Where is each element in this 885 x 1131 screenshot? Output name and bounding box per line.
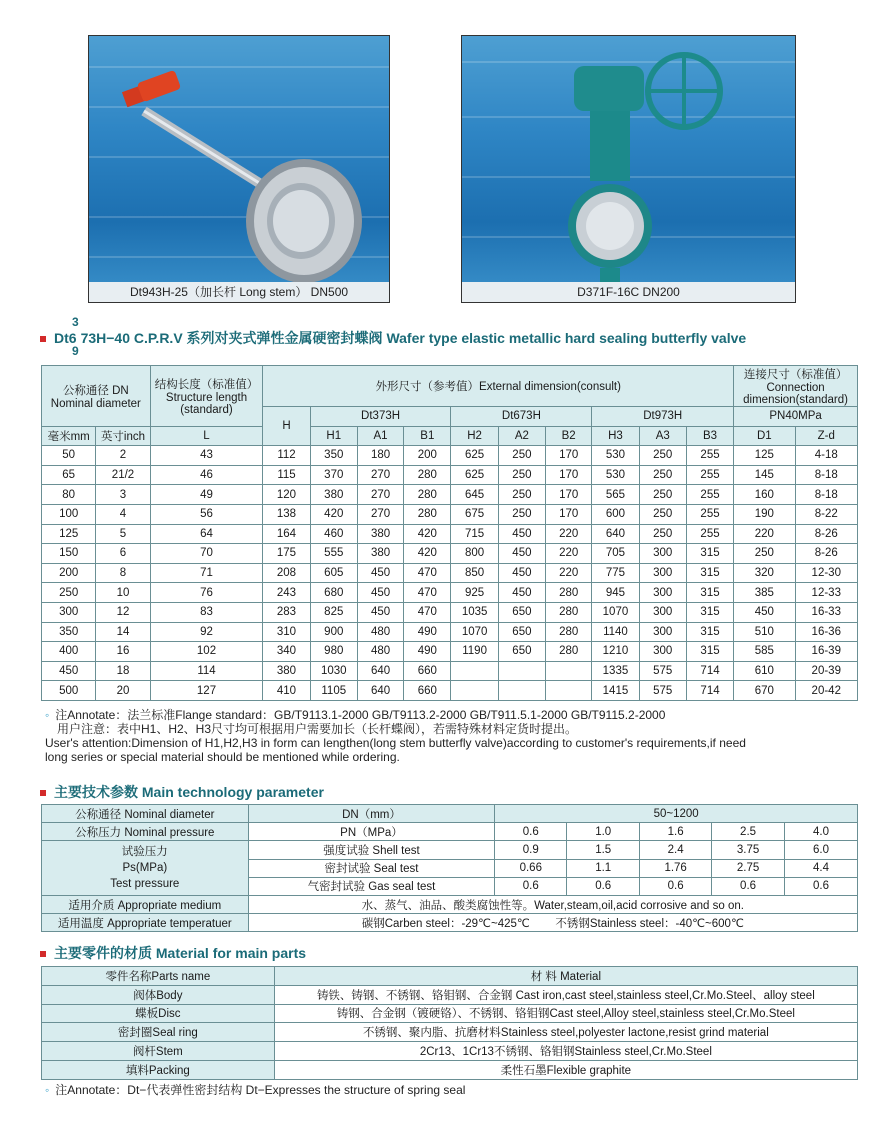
table-cell: 120 [263, 485, 310, 505]
table-row [42, 661, 858, 681]
group-header: Dt973H [592, 407, 734, 427]
medium-label: 适用介质 Appropriate medium [42, 895, 249, 913]
nominal-diameter-header: 公称通径 DN Nominal diameter [42, 366, 151, 427]
table-cell: 115 [263, 465, 310, 485]
table-cell [498, 661, 545, 681]
table-cell: 14 [96, 622, 150, 642]
gas-seal-test-value: 0.6 [495, 877, 567, 895]
bullet-icon [40, 336, 46, 342]
table-cell: 640 [592, 524, 639, 544]
table-row [42, 1004, 858, 1023]
table-cell: 255 [686, 504, 733, 524]
table-cell: 650 [498, 642, 545, 662]
table-cell: 20-42 [795, 681, 857, 701]
table-cell: 80 [42, 485, 96, 505]
section-title-wafer-valve: Dt6 3 9 73H−40 C.P.R.V 系列对夹式弹性金属硬密封蝶阀 Wafer type elastic metallic hard sealing butterfly valve [40, 328, 746, 348]
gear-valve-illustration [462, 36, 795, 282]
table-cell: 340 [263, 642, 310, 662]
col-header: 英寸inch [96, 426, 150, 446]
dn-unit: DN（mm） [248, 805, 495, 823]
table-cell: 1035 [451, 602, 498, 622]
table-row [42, 985, 858, 1004]
table-cell: 16 [96, 642, 150, 662]
table-cell: 530 [592, 465, 639, 485]
table-cell: 250 [639, 465, 686, 485]
long-stem-valve-illustration [89, 36, 389, 282]
table-row [42, 583, 858, 603]
table-cell: 255 [686, 465, 733, 485]
part-name-cell: 阀杆Stem [42, 1042, 275, 1061]
table-cell: 650 [498, 602, 545, 622]
table-cell: 450 [498, 583, 545, 603]
table-cell: 6 [96, 544, 150, 564]
part-name-cell: 阀体Body [42, 985, 275, 1004]
nominal-diameter-label: 公称通径 Nominal diameter [42, 805, 249, 823]
spring-seal-note: ◦ 注Annotate：Dt−代表弹性密封结构 Dt−Expresses the structure of spring seal [45, 1083, 466, 1097]
table-cell [546, 681, 592, 701]
table-cell: 220 [546, 563, 592, 583]
table-cell: 280 [404, 465, 451, 485]
table-cell: 300 [639, 642, 686, 662]
table-cell: 283 [263, 602, 310, 622]
part-name-cell: 蝶板Disc [42, 1004, 275, 1023]
temperature-label: 适用温度 Appropriate temperatuer [42, 914, 249, 932]
dn-range: 50~1200 [495, 805, 858, 823]
structure-length-header: 结构长度（标准值） Structure length (standard) [150, 366, 263, 427]
col-header: H2 [451, 426, 498, 446]
shell-test-value: 1.5 [567, 841, 640, 859]
table-cell: 945 [592, 583, 639, 603]
dimension-table [41, 365, 858, 701]
table-cell: 300 [639, 544, 686, 564]
material-header: 材 料 Material [274, 967, 857, 986]
medium-value: 水、蒸气、油品、酸类腐蚀性等。Water,steam,oil,acid corrosive and so on. [248, 895, 857, 913]
table-cell: 16-33 [795, 602, 857, 622]
table-cell: 470 [404, 583, 451, 603]
flange-standard-note: ◦ 注Annotate：法兰标准Flange standard：GB/T9113.1-2000 GB/T9113.2-2000 GB/T911.5.1-2000 GB/T9115.2-2000 用户注意：表中H1、H2、H3尺寸均可根据用户需要加长（长杆蝶阀），若需特殊材料定货时提出。 User's attention:Dimension of H1,H2,H3 in form can lengthen(long stem butterfly valve)according to customer's requirements,if need long series or special material should be mentioned while ordering. [45, 708, 746, 764]
table-cell: 1070 [592, 602, 639, 622]
table-cell: 220 [546, 544, 592, 564]
table-cell: 640 [357, 681, 403, 701]
table-cell: 255 [686, 446, 733, 466]
photo-caption: Dt943H-25（加长杆 Long stem） DN500 [89, 282, 389, 302]
table-cell: 310 [263, 622, 310, 642]
table-cell: 200 [42, 563, 96, 583]
table-cell: 980 [310, 642, 357, 662]
table-cell: 850 [451, 563, 498, 583]
table-cell: 470 [404, 563, 451, 583]
gas-seal-test-label: 气密封试验 Gas seal test [248, 877, 495, 895]
table-cell: 800 [451, 544, 498, 564]
pn-value: 2.5 [712, 823, 785, 841]
table-cell: 280 [546, 583, 592, 603]
table-cell: 8-18 [795, 465, 857, 485]
table-cell: 645 [451, 485, 498, 505]
group-header: Dt373H [310, 407, 451, 427]
col-header: B3 [686, 426, 733, 446]
table-cell: 1415 [592, 681, 639, 701]
table-cell: 705 [592, 544, 639, 564]
table-row [42, 1023, 858, 1042]
col-header: A3 [639, 426, 686, 446]
table-cell: 320 [734, 563, 795, 583]
table-cell: 12 [96, 602, 150, 622]
connection-dimension-header: 连接尺寸（标准值） Connection dimension(standard) [734, 366, 858, 407]
pn-value: 0.6 [495, 823, 567, 841]
table-cell: 21/2 [96, 465, 150, 485]
table-cell: 410 [263, 681, 310, 701]
bullet-icon [40, 790, 46, 796]
table-cell: 1335 [592, 661, 639, 681]
table-cell: 650 [498, 622, 545, 642]
table-row [42, 465, 858, 485]
table-cell: 170 [546, 465, 592, 485]
material-cell: 铸钢、合金钢（镀硬铬）、不锈钢、铬钼钢Cast steel,Alloy steel,stainless steel,Cr.Mo.Steel [274, 1004, 857, 1023]
table-cell: 500 [42, 681, 96, 701]
table-cell [451, 661, 498, 681]
col-header: 毫米mm [42, 426, 96, 446]
table-cell: 490 [404, 642, 451, 662]
table-cell: 675 [451, 504, 498, 524]
table-cell: 510 [734, 622, 795, 642]
col-header: Z-d [795, 426, 857, 446]
table-cell: 5 [96, 524, 150, 544]
table-cell: 280 [546, 602, 592, 622]
material-cell: 2Cr13、1Cr13不锈钢、铬钼钢Stainless steel,Cr.Mo.Steel [274, 1042, 857, 1061]
table-row [42, 681, 858, 701]
table-cell: 180 [357, 446, 403, 466]
col-header: H3 [592, 426, 639, 446]
table-cell: 49 [150, 485, 263, 505]
table-cell: 71 [150, 563, 263, 583]
table-cell: 175 [263, 544, 310, 564]
table-row [42, 446, 858, 466]
product-photo-gear-valve [461, 35, 796, 303]
table-cell: 350 [310, 446, 357, 466]
table-cell: 680 [310, 583, 357, 603]
table-cell: 170 [546, 446, 592, 466]
table-cell: 605 [310, 563, 357, 583]
table-cell: 775 [592, 563, 639, 583]
table-cell: 8-18 [795, 485, 857, 505]
table-cell: 243 [263, 583, 310, 603]
table-cell: 385 [734, 583, 795, 603]
table-row [42, 485, 858, 505]
table-cell: 112 [263, 446, 310, 466]
table-cell: 114 [150, 661, 263, 681]
external-dimension-header: 外形尺寸（参考值）External dimension(consult) [263, 366, 734, 407]
table-cell: 50 [42, 446, 96, 466]
table-cell: 300 [639, 622, 686, 642]
h-header: H [263, 407, 310, 446]
table-cell: 280 [546, 622, 592, 642]
table-cell: 714 [686, 661, 733, 681]
parts-name-header: 零件名称Parts name [42, 967, 275, 986]
table-cell: 575 [639, 661, 686, 681]
table-cell: 315 [686, 544, 733, 564]
table-row [42, 524, 858, 544]
table-row [42, 642, 858, 662]
table-cell: 480 [357, 642, 403, 662]
table-cell: 450 [42, 661, 96, 681]
table-cell: 190 [734, 504, 795, 524]
material-cell: 不锈钢、聚内脂、抗磨材料Stainless steel,polyester lactone,resist grind material [274, 1023, 857, 1042]
bullet-icon [40, 951, 46, 957]
nominal-pressure-label: 公称压力 Nominal pressure [42, 823, 249, 841]
shell-test-value: 0.9 [495, 841, 567, 859]
seal-test-value: 1.76 [640, 859, 712, 877]
table-cell: 450 [498, 544, 545, 564]
table-cell: 640 [357, 661, 403, 681]
seal-test-value: 4.4 [785, 859, 858, 877]
test-pressure-label: 试验压力 Ps(MPa) Test pressure [42, 841, 249, 896]
table-cell: 1140 [592, 622, 639, 642]
seal-test-value: 0.66 [495, 859, 567, 877]
table-row [42, 504, 858, 524]
table-cell: 16-36 [795, 622, 857, 642]
table-cell: 380 [310, 485, 357, 505]
table-cell: 925 [451, 583, 498, 603]
col-header: D1 [734, 426, 795, 446]
table-cell: 200 [404, 446, 451, 466]
section-title-materials: 主要零件的材质 Material for main parts [40, 943, 306, 963]
col-header: A1 [357, 426, 403, 446]
table-cell: 20 [96, 681, 150, 701]
table-cell: 315 [686, 602, 733, 622]
table-cell: 714 [686, 681, 733, 701]
section-title-tech-params: 主要技术参数 Main technology parameter [40, 782, 324, 802]
table-cell: 530 [592, 446, 639, 466]
table-cell: 250 [42, 583, 96, 603]
material-cell: 柔性石墨Flexible graphite [274, 1060, 857, 1079]
part-name-cell: 填料Packing [42, 1060, 275, 1079]
table-cell: 3 [96, 485, 150, 505]
table-cell: 170 [546, 485, 592, 505]
table-cell: 420 [310, 504, 357, 524]
table-cell: 825 [310, 602, 357, 622]
table-cell: 20-39 [795, 661, 857, 681]
table-cell: 315 [686, 622, 733, 642]
table-cell: 138 [263, 504, 310, 524]
table-cell: 480 [357, 622, 403, 642]
table-cell: 2 [96, 446, 150, 466]
table-cell: 83 [150, 602, 263, 622]
table-row [42, 622, 858, 642]
table-cell: 450 [357, 602, 403, 622]
table-cell: 380 [357, 544, 403, 564]
table-cell: 250 [639, 504, 686, 524]
table-cell: 300 [42, 602, 96, 622]
table-cell: 625 [451, 446, 498, 466]
table-cell: 12-33 [795, 583, 857, 603]
table-cell: 160 [734, 485, 795, 505]
table-cell: 660 [404, 681, 451, 701]
table-cell: 127 [150, 681, 263, 701]
table-cell: 164 [263, 524, 310, 544]
table-cell: 1105 [310, 681, 357, 701]
table-cell: 1030 [310, 661, 357, 681]
table-cell: 575 [639, 681, 686, 701]
table-cell [451, 681, 498, 701]
table-cell: 92 [150, 622, 263, 642]
table-cell: 380 [357, 524, 403, 544]
table-cell: 145 [734, 465, 795, 485]
gas-seal-test-value: 0.6 [567, 877, 640, 895]
col-header: B1 [404, 426, 451, 446]
table-cell: 660 [404, 661, 451, 681]
table-cell: 102 [150, 642, 263, 662]
table-cell: 315 [686, 642, 733, 662]
table-cell: 715 [451, 524, 498, 544]
table-cell: 150 [42, 544, 96, 564]
table-cell: 65 [42, 465, 96, 485]
group-header: Dt673H [451, 407, 592, 427]
pn-unit: PN（MPa） [248, 823, 495, 841]
table-cell: 315 [686, 583, 733, 603]
table-cell: 555 [310, 544, 357, 564]
col-header: A2 [498, 426, 545, 446]
seal-test-value: 1.1 [567, 859, 640, 877]
table-cell: 43 [150, 446, 263, 466]
table-cell: 125 [42, 524, 96, 544]
table-cell: 250 [639, 446, 686, 466]
table-cell: 220 [546, 524, 592, 544]
table-cell: 380 [263, 661, 310, 681]
tech-param-table [41, 804, 858, 932]
seal-test-label: 密封试验 Seal test [248, 859, 495, 877]
gas-seal-test-value: 0.6 [712, 877, 785, 895]
gas-seal-test-value: 0.6 [640, 877, 712, 895]
photo-caption: D371F-16C DN200 [462, 282, 795, 302]
table-cell: 900 [310, 622, 357, 642]
col-header: L [150, 426, 263, 446]
col-header: H1 [310, 426, 357, 446]
table-cell: 100 [42, 504, 96, 524]
table-cell: 350 [42, 622, 96, 642]
table-cell: 315 [686, 563, 733, 583]
table-cell: 280 [404, 485, 451, 505]
shell-test-value: 6.0 [785, 841, 858, 859]
table-cell [546, 661, 592, 681]
table-cell: 610 [734, 661, 795, 681]
pn-value: 1.6 [640, 823, 712, 841]
table-cell: 1210 [592, 642, 639, 662]
table-row [42, 1042, 858, 1061]
table-cell: 565 [592, 485, 639, 505]
table-cell: 585 [734, 642, 795, 662]
table-cell: 18 [96, 661, 150, 681]
table-cell: 8-26 [795, 524, 857, 544]
table-cell: 280 [404, 504, 451, 524]
table-cell: 250 [639, 524, 686, 544]
table-cell: 255 [686, 524, 733, 544]
table-cell: 450 [498, 563, 545, 583]
table-cell: 300 [639, 563, 686, 583]
table-cell [498, 681, 545, 701]
table-cell: 255 [686, 485, 733, 505]
table-cell: 208 [263, 563, 310, 583]
table-cell: 16-39 [795, 642, 857, 662]
table-row [42, 1060, 858, 1079]
seal-test-value: 2.75 [712, 859, 785, 877]
table-cell: 70 [150, 544, 263, 564]
table-cell: 64 [150, 524, 263, 544]
table-cell: 4-18 [795, 446, 857, 466]
table-cell: 12-30 [795, 563, 857, 583]
shell-test-value: 2.4 [640, 841, 712, 859]
table-cell: 280 [546, 642, 592, 662]
table-row [42, 602, 858, 622]
table-cell: 8-22 [795, 504, 857, 524]
table-cell: 220 [734, 524, 795, 544]
table-cell: 250 [498, 465, 545, 485]
part-name-cell: 密封圈Seal ring [42, 1023, 275, 1042]
table-cell: 300 [639, 602, 686, 622]
material-cell: 铸铁、铸钢、不锈钢、铬钼钢、合金钢 Cast iron,cast steel,stainless steel,Cr.Mo.Steel、alloy steel [274, 985, 857, 1004]
table-cell: 450 [498, 524, 545, 544]
product-photo-long-stem [88, 35, 390, 303]
table-cell: 125 [734, 446, 795, 466]
table-cell: 250 [639, 485, 686, 505]
table-row [42, 563, 858, 583]
table-cell: 10 [96, 583, 150, 603]
table-cell: 250 [734, 544, 795, 564]
table-cell: 4 [96, 504, 150, 524]
table-cell: 8 [96, 563, 150, 583]
table-cell: 420 [404, 544, 451, 564]
temperature-value: 碳钢Carben steel：-29℃~425℃ 不锈钢Stainless steel：-40℃~600℃ [248, 914, 857, 932]
table-cell: 56 [150, 504, 263, 524]
table-cell: 250 [498, 485, 545, 505]
table-cell: 370 [310, 465, 357, 485]
table-cell: 270 [357, 465, 403, 485]
table-cell: 300 [639, 583, 686, 603]
shell-test-value: 3.75 [712, 841, 785, 859]
table-cell: 250 [498, 446, 545, 466]
table-cell: 470 [404, 602, 451, 622]
table-cell: 420 [404, 524, 451, 544]
table-cell: 460 [310, 524, 357, 544]
table-cell: 600 [592, 504, 639, 524]
table-cell: 8-26 [795, 544, 857, 564]
table-cell: 450 [357, 563, 403, 583]
table-cell: 76 [150, 583, 263, 603]
table-cell: 1070 [451, 622, 498, 642]
shell-test-label: 强度试验 Shell test [248, 841, 495, 859]
col-header: B2 [546, 426, 592, 446]
table-cell: 250 [498, 504, 545, 524]
table-row [42, 544, 858, 564]
table-cell: 400 [42, 642, 96, 662]
table-cell: 490 [404, 622, 451, 642]
pn-value: 4.0 [785, 823, 858, 841]
table-cell: 270 [357, 504, 403, 524]
pn-value: 1.0 [567, 823, 640, 841]
table-cell: 450 [357, 583, 403, 603]
table-cell: 450 [734, 602, 795, 622]
table-cell: 170 [546, 504, 592, 524]
model-code: Dt6 3 9 [54, 315, 79, 358]
table-cell: 270 [357, 485, 403, 505]
table-cell: 625 [451, 465, 498, 485]
pn-header: PN40MPa [734, 407, 858, 427]
table-cell: 46 [150, 465, 263, 485]
table-cell: 670 [734, 681, 795, 701]
gas-seal-test-value: 0.6 [785, 877, 858, 895]
material-table [41, 966, 858, 1080]
table-cell: 1190 [451, 642, 498, 662]
